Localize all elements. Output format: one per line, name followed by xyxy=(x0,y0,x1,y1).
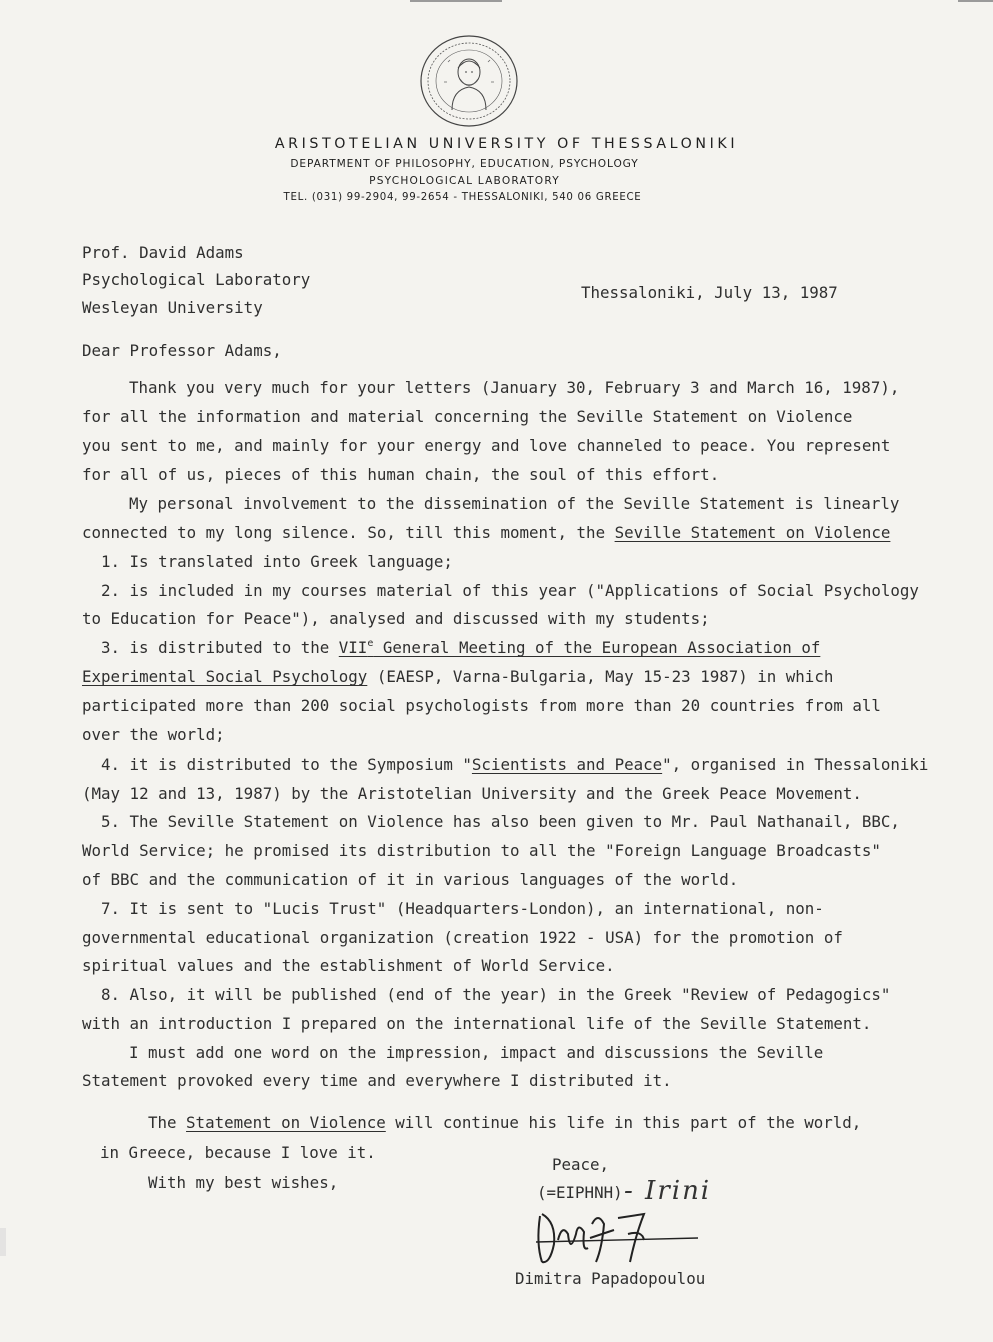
list-item: 2. is included in my courses material of this year ("Applications of Social Psychology xyxy=(101,581,919,600)
university-name: ARISTOTELIAN UNIVERSITY OF THESSALONIKI xyxy=(274,136,739,152)
list-item xyxy=(101,639,820,657)
underlined-title: Scientists and Peace xyxy=(471,755,663,774)
closing-wishes: With my best wishes, xyxy=(148,1173,339,1192)
list-item xyxy=(82,668,833,686)
body-text: VII xyxy=(338,638,368,657)
list-item: 1. Is translated into Greek language; xyxy=(101,552,453,571)
recipient-university: Wesleyan University xyxy=(82,298,263,317)
body-line: for all the information and material concerning the Seville Statement on Violence xyxy=(82,407,853,426)
handwritten-signature xyxy=(532,1204,702,1270)
underlined-title: Seville Statement on Violence xyxy=(614,523,891,542)
list-item: World Service; he promised its distribution to all the "Foreign Language Broadcasts" xyxy=(82,841,881,860)
laboratory-name: PSYCHOLOGICAL LABORATORY xyxy=(369,175,560,187)
list-item: of BBC and the communication of it in various languages of the world. xyxy=(82,870,739,889)
list-item: over the world; xyxy=(82,725,225,744)
recipient-name: Prof. David Adams xyxy=(82,243,244,262)
superscript: e xyxy=(367,637,374,649)
list-item: spiritual values and the establishment of World Service. xyxy=(82,956,615,975)
body-line xyxy=(148,1114,861,1132)
body-line: in Greece, because I love it. xyxy=(100,1143,376,1162)
scan-mark xyxy=(958,0,993,2)
salutation: Dear Professor Adams, xyxy=(82,341,282,360)
body-text: connected to my long silence. So, till this moment, the xyxy=(82,523,615,542)
list-item: 5. The Seville Statement on Violence has also been given to Mr. Paul Nathanail, BBC, xyxy=(101,812,900,831)
university-seal-logo xyxy=(418,32,520,130)
scan-smudge xyxy=(0,1228,6,1256)
underlined-title xyxy=(339,638,821,657)
list-item: governmental educational organization (creation 1922 - USA) for the promotion of xyxy=(82,928,843,947)
list-item: 8. Also, it will be published (end of the year) in the Greek "Review of Pedagogics" xyxy=(101,985,891,1004)
body-text: (EAESP, Varna-Bulgaria, May 15-23 1987) in which xyxy=(367,667,834,686)
list-item: 7. It is sent to "Lucis Trust" (Headquarters-London), an international, non- xyxy=(101,899,824,918)
body-text: General Meeting of the European Association of xyxy=(373,638,821,657)
list-item: participated more than 200 social psychologists from more than 20 countries from all xyxy=(82,696,881,715)
body-line: Statement provoked every time and everywhere I distributed it. xyxy=(82,1071,672,1090)
recipient-lab: Psychological Laboratory xyxy=(82,270,311,289)
underlined-title: Experimental Social Psychology xyxy=(82,667,368,686)
scan-mark xyxy=(410,0,502,2)
underlined-title: Statement on Violence xyxy=(186,1113,386,1132)
closing-peace: Peace, xyxy=(552,1155,610,1174)
closing-greek: (=EIPHNH) xyxy=(537,1183,623,1202)
signatory-name: Dimitra Papadopoulou xyxy=(515,1269,706,1288)
list-item: (May 12 and 13, 1987) by the Aristotelian University and the Greek Peace Movement. xyxy=(82,784,862,803)
body-line xyxy=(82,524,890,542)
body-text: ", organised in Thessaloniki xyxy=(662,755,929,774)
body-line: for all of us, pieces of this human chain, the soul of this effort. xyxy=(82,465,720,484)
body-line: My personal involvement to the dissemination of the Seville Statement is linearly xyxy=(129,494,900,513)
contact-line: TEL. (031) 99-2904, 99-2654 - THESSALONIKI, 540 06 GREECE xyxy=(283,192,642,203)
body-text: will continue his life in this part of the world, xyxy=(385,1113,862,1132)
date-line: Thessaloniki, July 13, 1987 xyxy=(581,283,838,302)
body-text: 4. it is distributed to the Symposium " xyxy=(101,755,472,774)
body-line: Thank you very much for your letters (January 30, February 3 and March 16, 1987), xyxy=(129,378,900,397)
list-item: to Education for Peace"), analysed and discussed with my students; xyxy=(82,609,710,628)
department-name: DEPARTMENT OF PHILOSOPHY, EDUCATION, PSYCHOLOGY xyxy=(290,158,639,170)
body-line: you sent to me, and mainly for your energy and love channeled to peace. You represent xyxy=(82,436,891,455)
body-text: The xyxy=(148,1113,187,1132)
body-text: 3. is distributed to the xyxy=(101,638,339,657)
body-line: I must add one word on the impression, impact and discussions the Seville xyxy=(129,1043,824,1062)
list-item: with an introduction I prepared on the international life of the Seville Statement. xyxy=(82,1014,872,1033)
list-item xyxy=(101,756,928,774)
handwritten-name: - Irini xyxy=(624,1176,712,1206)
